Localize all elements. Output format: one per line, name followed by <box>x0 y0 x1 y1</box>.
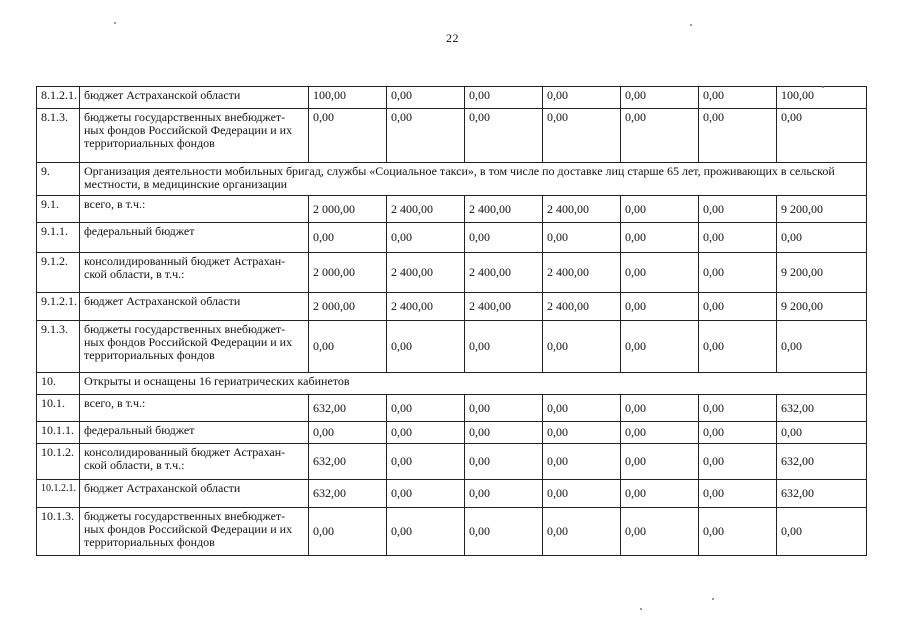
budget-table <box>36 86 867 556</box>
value-cell: 0,00 <box>699 422 777 444</box>
value-cell: 0,00 <box>387 109 465 163</box>
value-cell: 0,00 <box>543 444 621 480</box>
value-cell: 632,00 <box>309 395 387 422</box>
value-cell: 0,00 <box>387 444 465 480</box>
table-row <box>37 196 867 223</box>
value-cell: 0,00 <box>777 422 867 444</box>
value-cell: 0,00 <box>777 223 867 253</box>
value-cell: 2 000,00 <box>309 253 387 293</box>
table-row <box>37 395 867 422</box>
value-cell: 9 200,00 <box>777 196 867 223</box>
row-code: 9.1.3. <box>37 321 80 373</box>
row-code: 9.1.2. <box>37 253 80 293</box>
value-cell: 0,00 <box>621 444 699 480</box>
value-cell: 0,00 <box>465 395 543 422</box>
value-cell: 0,00 <box>543 508 621 556</box>
value-cell: 0,00 <box>777 508 867 556</box>
value-cell: 0,00 <box>777 109 867 163</box>
value-cell: 0,00 <box>465 508 543 556</box>
value-cell: 0,00 <box>309 508 387 556</box>
value-cell: 0,00 <box>387 422 465 444</box>
value-cell: 9 200,00 <box>777 293 867 321</box>
value-cell: 0,00 <box>699 480 777 508</box>
value-cell: 0,00 <box>699 223 777 253</box>
row-description: всего, в т.ч.: <box>80 395 309 422</box>
table-row <box>37 87 867 109</box>
value-cell: 0,00 <box>621 196 699 223</box>
scan-speck <box>822 86 824 88</box>
value-cell: 0,00 <box>699 444 777 480</box>
value-cell: 0,00 <box>699 321 777 373</box>
row-description: консолидированный бюджет Астрахан-ской области, в т.ч.: <box>80 253 309 293</box>
value-cell: 0,00 <box>699 196 777 223</box>
value-cell: 0,00 <box>621 508 699 556</box>
row-description: консолидированный бюджет Астрахан-ской области, в т.ч.: <box>80 444 309 480</box>
value-cell: 0,00 <box>621 253 699 293</box>
value-cell: 0,00 <box>543 87 621 109</box>
value-cell: 0,00 <box>387 321 465 373</box>
row-code: 10.1. <box>37 395 80 422</box>
value-cell: 0,00 <box>699 87 777 109</box>
value-cell: 0,00 <box>621 480 699 508</box>
table-row <box>37 253 867 293</box>
row-code: 10. <box>37 373 80 395</box>
value-cell: 0,00 <box>465 223 543 253</box>
value-cell: 0,00 <box>621 223 699 253</box>
value-cell: 9 200,00 <box>777 253 867 293</box>
value-cell: 2 400,00 <box>543 196 621 223</box>
row-code: 9. <box>37 163 80 196</box>
value-cell: 2 000,00 <box>309 293 387 321</box>
value-cell: 0,00 <box>387 87 465 109</box>
row-description: бюджеты государственных внебюджет-ных фондов Российской Федерации и их территориальных фондов <box>80 109 309 163</box>
table-row <box>37 508 867 556</box>
value-cell: 2 400,00 <box>387 253 465 293</box>
page-number: 22 <box>446 31 459 45</box>
value-cell: 632,00 <box>777 480 867 508</box>
value-cell: 0,00 <box>621 422 699 444</box>
value-cell: 2 400,00 <box>465 253 543 293</box>
value-cell: 2 400,00 <box>387 293 465 321</box>
value-cell: 0,00 <box>543 223 621 253</box>
value-cell: 0,00 <box>309 109 387 163</box>
value-cell: 0,00 <box>621 87 699 109</box>
row-code: 9.1.2.1. <box>37 293 80 321</box>
row-code: 10.1.1. <box>37 422 80 444</box>
table-row <box>37 373 867 395</box>
row-description: бюджет Астраханской области <box>80 480 309 508</box>
value-cell: 0,00 <box>465 444 543 480</box>
value-cell: 2 400,00 <box>465 196 543 223</box>
table-row <box>37 223 867 253</box>
value-cell: 0,00 <box>387 395 465 422</box>
table-row <box>37 163 867 196</box>
value-cell: 0,00 <box>699 109 777 163</box>
table-row <box>37 109 867 163</box>
value-cell: 0,00 <box>777 321 867 373</box>
row-description: бюджет Астраханской области <box>80 293 309 321</box>
row-code: 10.1.2.1. <box>37 480 80 508</box>
value-cell: 0,00 <box>465 321 543 373</box>
section-title: Организация деятельности мобильных бригад, службы «Социальное такси», в том числе по доставке лиц старше 65 лет, проживающих в сельской местности, в медицинские организации <box>80 163 867 196</box>
value-cell: 632,00 <box>309 444 387 480</box>
value-cell: 0,00 <box>699 253 777 293</box>
table-row <box>37 422 867 444</box>
value-cell: 0,00 <box>699 508 777 556</box>
scan-speck <box>690 24 692 26</box>
row-code: 8.1.3. <box>37 109 80 163</box>
row-code: 9.1. <box>37 196 80 223</box>
table-row <box>37 444 867 480</box>
value-cell: 0,00 <box>465 109 543 163</box>
value-cell: 0,00 <box>309 321 387 373</box>
value-cell: 0,00 <box>309 422 387 444</box>
row-description: бюджеты государственных внебюджет-ных фондов Российской Федерации и их территориальных фондов <box>80 508 309 556</box>
value-cell: 0,00 <box>543 321 621 373</box>
value-cell: 2 400,00 <box>543 253 621 293</box>
value-cell: 0,00 <box>387 480 465 508</box>
value-cell: 0,00 <box>387 508 465 556</box>
value-cell: 0,00 <box>621 395 699 422</box>
value-cell: 100,00 <box>777 87 867 109</box>
value-cell: 0,00 <box>621 109 699 163</box>
value-cell: 2 400,00 <box>387 196 465 223</box>
value-cell: 2 000,00 <box>309 196 387 223</box>
row-code: 10.1.2. <box>37 444 80 480</box>
value-cell: 100,00 <box>309 87 387 109</box>
row-description: бюджет Астраханской области <box>80 87 309 109</box>
value-cell: 0,00 <box>621 321 699 373</box>
table-row <box>37 293 867 321</box>
value-cell: 2 400,00 <box>465 293 543 321</box>
row-description: федеральный бюджет <box>80 422 309 444</box>
table-row <box>37 321 867 373</box>
value-cell: 2 400,00 <box>543 293 621 321</box>
scan-speck <box>114 22 116 24</box>
row-description: бюджеты государственных внебюджет-ных фондов Российской Федерации и их территориальных фондов <box>80 321 309 373</box>
value-cell: 0,00 <box>621 293 699 321</box>
row-description: федеральный бюджет <box>80 223 309 253</box>
value-cell: 0,00 <box>465 87 543 109</box>
row-code: 8.1.2.1. <box>37 87 80 109</box>
value-cell: 0,00 <box>543 109 621 163</box>
value-cell: 0,00 <box>543 422 621 444</box>
scan-speck <box>640 608 642 610</box>
value-cell: 632,00 <box>777 395 867 422</box>
row-code: 9.1.1. <box>37 223 80 253</box>
table-row <box>37 480 867 508</box>
row-code: 10.1.3. <box>37 508 80 556</box>
value-cell: 0,00 <box>543 480 621 508</box>
value-cell: 632,00 <box>777 444 867 480</box>
value-cell: 0,00 <box>543 395 621 422</box>
value-cell: 0,00 <box>699 395 777 422</box>
value-cell: 632,00 <box>309 480 387 508</box>
value-cell: 0,00 <box>387 223 465 253</box>
scan-speck <box>712 598 714 600</box>
value-cell: 0,00 <box>465 480 543 508</box>
value-cell: 0,00 <box>699 293 777 321</box>
row-description: всего, в т.ч.: <box>80 196 309 223</box>
value-cell: 0,00 <box>309 223 387 253</box>
value-cell: 0,00 <box>465 422 543 444</box>
section-title: Открыты и оснащены 16 гериатрических кабинетов <box>80 373 867 395</box>
